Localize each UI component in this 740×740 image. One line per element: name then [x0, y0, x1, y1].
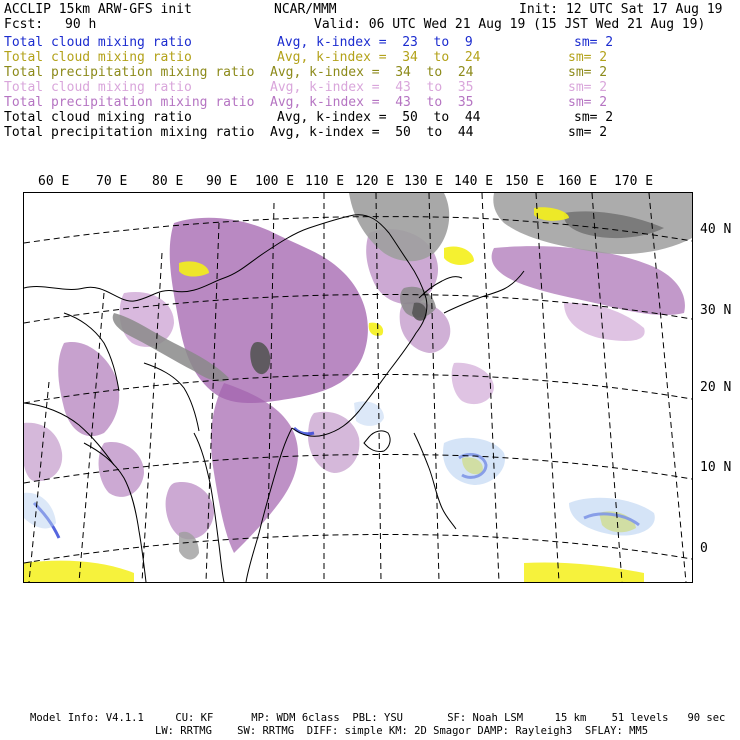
forecast-label: Fcst:: [4, 17, 44, 32]
lat-label: 20 N: [700, 380, 732, 395]
k-from: 43: [395, 80, 411, 95]
k-from: 34: [395, 65, 411, 80]
forecast-hour: 90 h: [65, 17, 97, 32]
organization-label: NCAR/MMM: [274, 2, 337, 17]
avg-label: Avg, k-index =: [270, 95, 380, 110]
legend-range: [277, 50, 481, 65]
k-from: 50: [395, 125, 411, 140]
avg-label: Avg, k-index =: [270, 65, 380, 80]
smoothing: sm= 2: [568, 95, 608, 110]
k-from: 43: [395, 95, 411, 110]
plot-title: ACCLIP 15km ARW-GFS init: [4, 2, 192, 17]
k-to: 44: [464, 110, 481, 125]
lon-label: 170 E: [614, 174, 654, 189]
k-to: 24: [457, 65, 474, 80]
legend-range: [270, 65, 474, 80]
k-from: 23: [402, 35, 418, 50]
legend-row: [4, 95, 254, 110]
map-canvas: [24, 193, 692, 582]
smoothing: sm= 2: [568, 65, 608, 80]
field-name: Total cloud mixing ratio: [4, 80, 192, 95]
legend-row: [4, 35, 192, 50]
legend-row: [4, 65, 254, 80]
lon-label: 160 E: [558, 174, 598, 189]
legend-range: [270, 80, 474, 95]
lon-label: 100 E: [255, 174, 295, 189]
k-to: 44: [457, 125, 474, 140]
k-to: 24: [464, 50, 481, 65]
legend-range: [277, 35, 473, 50]
smoothing: sm= 2: [574, 35, 614, 50]
lat-label: 30 N: [700, 303, 732, 318]
lon-label: 130 E: [404, 174, 444, 189]
k-from: 50: [402, 110, 418, 125]
lon-label: 120 E: [355, 174, 395, 189]
smoothing: sm= 2: [574, 110, 614, 125]
legend-row: [4, 80, 192, 95]
model-info-line1: Model Info: V4.1.1 CU: KF MP: WDM 6class PBL: YSU SF: Noah LSM 15 km 51 levels 90 sec: [30, 712, 726, 724]
map-panel: [23, 192, 693, 583]
k-to: 35: [457, 80, 474, 95]
valid-time: Valid: 06 UTC Wed 21 Aug 19 (15 JST Wed 21 Aug 19): [314, 17, 706, 32]
k-to: 9: [464, 35, 473, 50]
to-label: to: [433, 50, 450, 65]
field-name: Total cloud mixing ratio: [4, 35, 192, 50]
avg-label: Avg, k-index =: [277, 50, 387, 65]
lon-label: 140 E: [454, 174, 494, 189]
legend-range: [270, 95, 474, 110]
smoothing: sm= 2: [568, 50, 608, 65]
to-label: to: [433, 110, 450, 125]
lon-label: 60 E: [38, 174, 70, 189]
k-to: 35: [457, 95, 474, 110]
avg-label: Avg, k-index =: [277, 110, 387, 125]
k-from: 34: [402, 50, 418, 65]
lat-label: 40 N: [700, 222, 732, 237]
avg-label: Avg, k-index =: [270, 125, 380, 140]
lat-label: 0: [700, 541, 708, 556]
field-name: Total cloud mixing ratio: [4, 110, 192, 125]
lat-label: 10 N: [700, 460, 732, 475]
smoothing: sm= 2: [568, 125, 608, 140]
lon-label: 70 E: [96, 174, 128, 189]
legend-range: [277, 110, 481, 125]
lon-label: 90 E: [206, 174, 238, 189]
to-label: to: [426, 125, 443, 140]
legend-row: [4, 110, 192, 125]
smoothing: sm= 2: [568, 80, 608, 95]
field-name: Total precipitation mixing ratio: [4, 65, 255, 80]
to-label: to: [426, 65, 443, 80]
legend-row: [4, 125, 254, 140]
lon-label: 150 E: [505, 174, 545, 189]
field-name: Total precipitation mixing ratio: [4, 125, 255, 140]
field-name: Total cloud mixing ratio: [4, 50, 192, 65]
legend-row: [4, 50, 192, 65]
lon-label: 80 E: [152, 174, 184, 189]
avg-label: Avg, k-index =: [270, 80, 380, 95]
lon-label: 110 E: [305, 174, 345, 189]
field-name: Total precipitation mixing ratio: [4, 95, 255, 110]
init-time: Init: 12 UTC Sat 17 Aug 19: [519, 2, 723, 17]
to-label: to: [433, 35, 450, 50]
to-label: to: [426, 80, 443, 95]
to-label: to: [426, 95, 443, 110]
legend-range: [270, 125, 474, 140]
model-info-line2: LW: RRTMG SW: RRTMG DIFF: simple KM: 2D Smagor DAMP: Rayleigh3 SFLAY: MM5: [155, 725, 649, 737]
avg-label: Avg, k-index =: [277, 35, 387, 50]
